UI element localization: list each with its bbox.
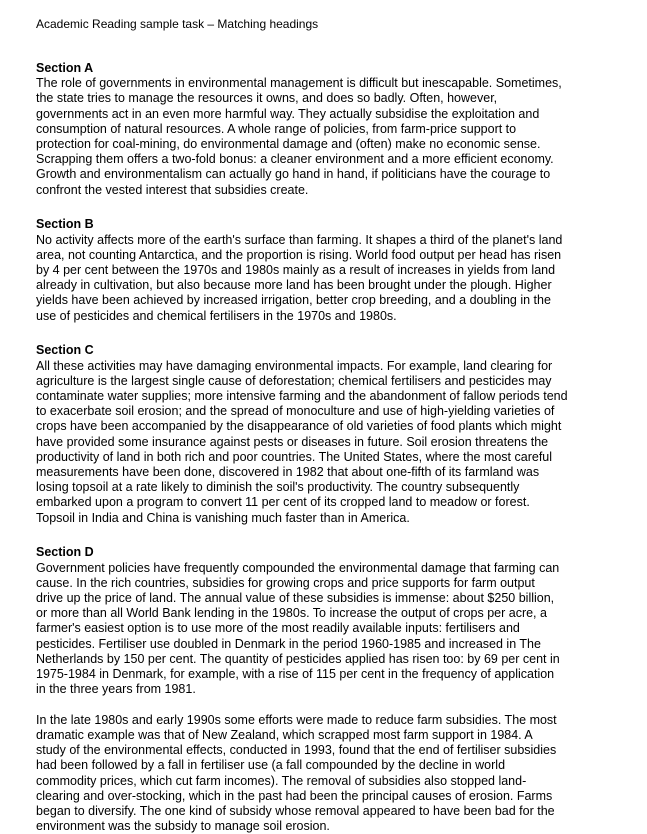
- paragraph-line: in the three years from 1981.: [36, 682, 196, 697]
- paragraph-line: confront the vested interest that subsidies create.: [36, 182, 309, 197]
- section-paragraph: [36, 76, 608, 198]
- paragraph-line: area, not counting Antarctica, and the proportion is rising. World food output per head has risen: [36, 247, 562, 262]
- paragraph-line: Netherlands by 150 per cent. The quantity of pesticides applied has risen too: by 69 per cent in: [36, 651, 560, 666]
- section-d: [36, 545, 608, 834]
- paragraph-line: yields have been achieved by increased irrigation, better crop breeding, and a doubling in the: [36, 293, 551, 308]
- paragraph-line: Government policies have frequently compounded the environmental damage that farming can: [36, 560, 560, 575]
- section-b: [36, 217, 608, 323]
- paragraph-line: by 4 per cent between the 1970s and 1980s mainly as a result of increases in yields from land: [36, 263, 556, 278]
- paragraph-line: protection for coal-mining, do environmental damage and (often) make no economic sense.: [36, 137, 541, 152]
- section-paragraph: [36, 713, 608, 834]
- paragraph-line: the state tries to manage the resources it owns, and does so badly. Often, however,: [36, 91, 498, 106]
- paragraph-line: drive up the price of land. The annual value of these subsidies is immense: about $250 billion,: [36, 591, 555, 606]
- paragraph-line: Topsoil in India and China is vanishing much faster than in America.: [36, 510, 410, 525]
- paragraph-line: Growth and environmentalism can actually go hand in hand, if politicians have the courage to: [36, 167, 551, 182]
- section-a: [36, 61, 608, 198]
- paragraph-line: commodity prices, which cut farm incomes). The removal of subsidies also stopped land-: [36, 773, 527, 788]
- paragraph-line: contaminate water supplies; more intensive farming and the abandonment of fallow periods tend: [36, 389, 568, 404]
- section-paragraph: [36, 233, 608, 324]
- paragraph-line: The role of governments in environmental management is difficult but inescapable. Sometimes,: [36, 76, 562, 91]
- paragraph-line: governments act in an even more harmful way. They actually subsidise the exploitation and: [36, 106, 540, 121]
- paragraph-line: measurements have been done, discovered in 1982 that about one-fifth of its farmland was: [36, 465, 540, 480]
- paragraph-line: No activity affects more of the earth's surface than farming. It shapes a third of the planet's land: [36, 232, 563, 247]
- paragraph-line: already in cultivation, but also because more land has been brought under the plough. Higher: [36, 278, 552, 293]
- paragraph-line: agriculture is the largest single cause of deforestation; chemical fertilisers and pesticides may: [36, 373, 552, 388]
- paragraph-line: environment was the subsidy to manage soil erosion.: [36, 819, 330, 834]
- paragraph-line: had been followed by a fall in fertiliser use (a fall compounded by the decline in world: [36, 758, 506, 773]
- section-heading: Section A: [36, 61, 94, 75]
- section-c: [36, 343, 608, 525]
- section-heading: Section D: [36, 545, 94, 560]
- section-paragraph: [36, 561, 608, 698]
- paragraph-line: cause. In the rich countries, subsidies for growing crops and price supports for farm output: [36, 575, 535, 590]
- paragraph-line: clearing and over-stocking, which in the past had been the principal causes of erosion. Farms: [36, 788, 553, 803]
- paragraph-line: use of pesticides and chemical fertilisers in the 1970s and 1980s.: [36, 308, 397, 323]
- section-heading: Section B: [36, 217, 94, 232]
- paragraph-line: crops have been accompanied by the disappearance of old varieties of food plants which might: [36, 419, 562, 434]
- paragraph-line: have provided some insurance against pests or diseases in future. Soil erosion threatens the: [36, 434, 549, 449]
- paragraph-line: farmer's easiest option is to use more of the most readily available inputs: fertilisers and: [36, 621, 520, 636]
- paragraph-line: or more than all World Bank lending in the 1980s. To increase the output of crops per acre, a: [36, 606, 547, 621]
- section-heading: Section C: [36, 343, 94, 358]
- paragraph-line: In the late 1980s and early 1990s some efforts were made to reduce farm subsidies. The most: [36, 712, 557, 727]
- paragraph-line: losing topsoil at a rate likely to diminish the soil's productivity. The country subsequently: [36, 480, 520, 495]
- paragraph-line: Scrapping them offers a two-fold bonus: a cleaner environment and a more efficient economy.: [36, 152, 554, 167]
- paragraph-line: consumption of natural resources. A whole range of policies, from farm-price support to: [36, 121, 517, 136]
- paragraph-line: productivity of land in both rich and poor countries. The United States, where the most careful: [36, 449, 553, 464]
- document-header: Academic Reading sample task – Matching headings: [36, 17, 319, 31]
- paragraph-line: to exacerbate soil erosion; and the spread of monoculture and use of high-yielding varieties of: [36, 404, 555, 419]
- paragraph-line: All these activities may have damaging environmental impacts. For example, land clearing for: [36, 358, 553, 373]
- paragraph-line: pesticides. Fertiliser use doubled in Denmark in the period 1960-1985 and increased in The: [36, 636, 541, 651]
- paragraph-line: embarked upon a program to convert 11 per cent of its cropped land to meadow or forest.: [36, 495, 530, 510]
- paragraph-line: began to diversify. The one kind of subsidy whose removal appeared to have been bad for the: [36, 803, 555, 818]
- paragraph-line: 1975-1984 in Denmark, for example, with a rise of 115 per cent in the frequency of application: [36, 667, 555, 682]
- paragraph-line: dramatic example was that of New Zealand, which scrapped most farm support in 1984. A: [36, 727, 533, 742]
- section-paragraph: [36, 359, 608, 526]
- document-body: [36, 61, 608, 834]
- paragraph-line: study of the environmental effects, conducted in 1993, found that the end of fertiliser subsidies: [36, 743, 557, 758]
